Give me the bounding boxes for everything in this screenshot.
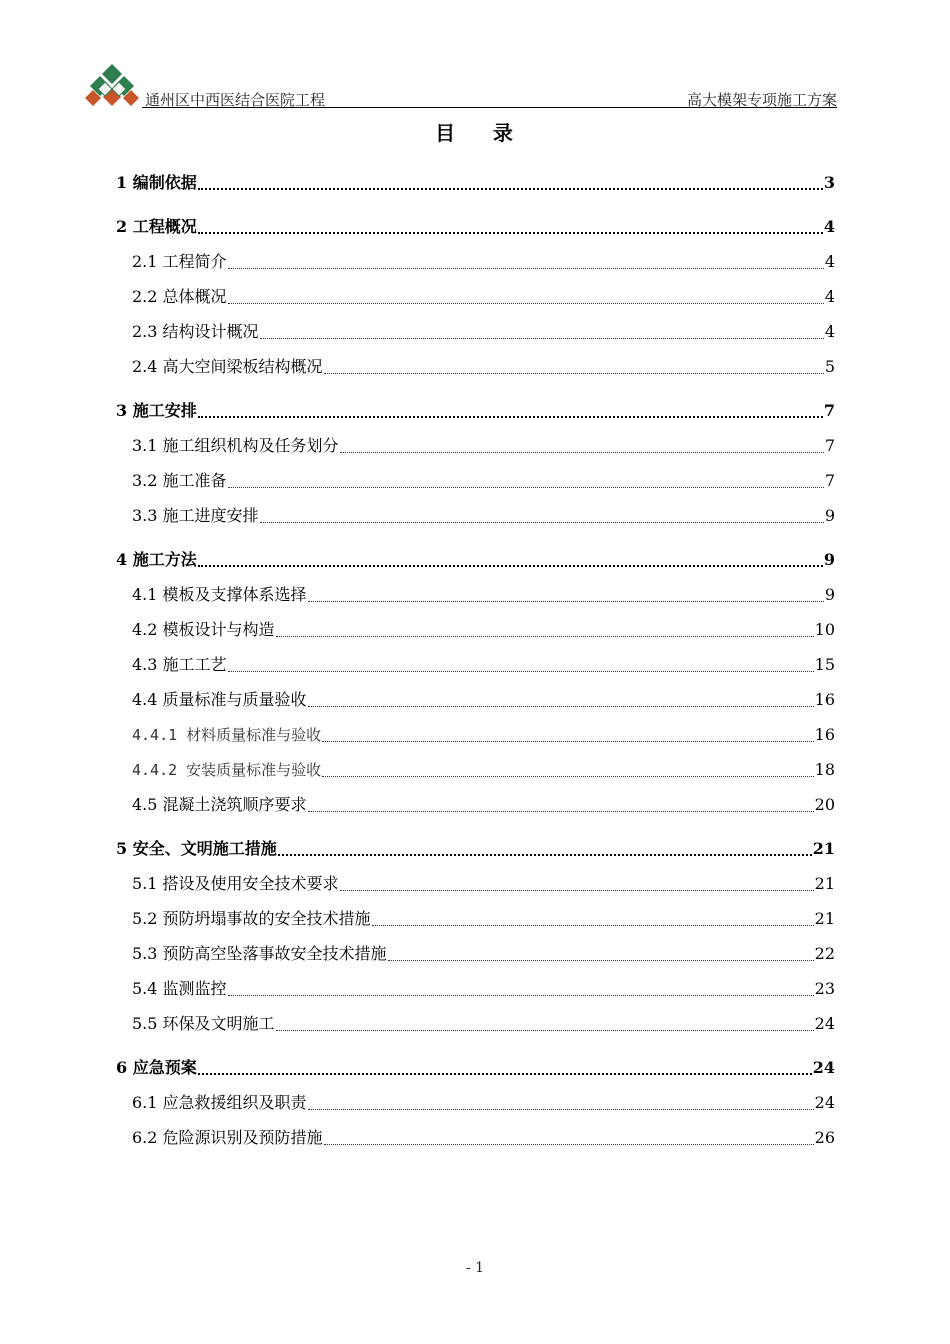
toc-entry[interactable] xyxy=(116,314,835,349)
toc-entry-page: 24 xyxy=(814,1093,835,1112)
toc-leader-dots xyxy=(198,564,823,567)
toc-entry-title: 4.4.2 安装质量标准与验收 xyxy=(132,761,322,779)
toc-entry-title: 4.4.1 材料质量标准与验收 xyxy=(132,726,322,744)
toc-entry-title: 4 施工方法 xyxy=(116,550,197,569)
toc-leader-dots xyxy=(260,337,824,339)
toc-entry-title: 2.1 工程简介 xyxy=(132,252,227,271)
toc-leader-dots xyxy=(228,994,814,996)
toc-leader-dots xyxy=(260,521,824,523)
toc-entry-title: 2 工程概况 xyxy=(116,217,197,236)
page-number: - 1 xyxy=(465,1260,485,1276)
toc-entry[interactable] xyxy=(116,542,835,577)
toc-leader-dots xyxy=(228,486,824,488)
toc-entry-title: 5.5 环保及文明施工 xyxy=(132,1014,275,1033)
page-title: 目 录 xyxy=(435,121,515,145)
toc-entry[interactable] xyxy=(116,428,835,463)
toc-entry-page: 9 xyxy=(824,585,835,604)
toc-entry[interactable] xyxy=(116,717,835,752)
toc-leader-dots xyxy=(278,853,812,856)
toc-entry[interactable] xyxy=(116,971,835,1006)
toc-entry[interactable] xyxy=(116,244,835,279)
toc-entry[interactable] xyxy=(116,393,835,428)
toc-entry-page: 4 xyxy=(824,322,835,341)
toc-entry[interactable] xyxy=(116,498,835,533)
toc-leader-dots xyxy=(276,1029,814,1031)
toc-entry-page: 9 xyxy=(824,506,835,525)
toc-entry-title: 2.3 结构设计概况 xyxy=(132,322,259,341)
toc-leader-dots xyxy=(228,670,814,672)
toc-leader-dots xyxy=(198,187,823,190)
toc-leader-dots xyxy=(324,1143,814,1145)
toc-entry[interactable] xyxy=(116,349,835,384)
toc-entry[interactable] xyxy=(116,866,835,901)
toc-leader-dots xyxy=(322,740,813,742)
toc-entry[interactable] xyxy=(116,936,835,971)
toc-entry-page: 16 xyxy=(814,725,835,744)
toc-entry-title: 3.3 施工进度安排 xyxy=(132,506,259,525)
toc-entry-page: 4 xyxy=(824,252,835,271)
toc-entry-page: 24 xyxy=(814,1014,835,1033)
toc-entry-page: 22 xyxy=(814,944,835,963)
toc-entry-title: 5 安全、文明施工措施 xyxy=(116,839,277,858)
toc-leader-dots xyxy=(388,959,814,961)
toc-entry[interactable] xyxy=(116,901,835,936)
toc-entry-title: 3 施工安排 xyxy=(116,401,197,420)
toc-leader-dots xyxy=(198,231,823,234)
toc-entry-page: 16 xyxy=(814,690,835,709)
toc-entry-title: 4.2 模板设计与构造 xyxy=(132,620,275,639)
page-header xyxy=(85,62,837,110)
toc-entry-title: 6 应急预案 xyxy=(116,1058,197,1077)
toc-leader-dots xyxy=(324,372,824,374)
toc-leader-dots xyxy=(340,451,824,453)
toc-entry[interactable] xyxy=(116,647,835,682)
toc-entry[interactable] xyxy=(116,1050,835,1085)
toc-entry-title: 6.2 危险源识别及预防措施 xyxy=(132,1128,323,1147)
toc-entry[interactable] xyxy=(116,1085,835,1120)
toc-entry-title: 1 编制依据 xyxy=(116,173,197,192)
toc-leader-dots xyxy=(308,705,814,707)
toc-entry-page: 5 xyxy=(824,357,835,376)
toc-entry-page: 7 xyxy=(823,401,835,420)
toc-entry[interactable] xyxy=(116,831,835,866)
toc-entry-title: 6.1 应急救援组织及职责 xyxy=(132,1093,307,1112)
toc-entry-page: 15 xyxy=(814,655,835,674)
toc-leader-dots xyxy=(322,775,813,777)
toc-entry[interactable] xyxy=(116,463,835,498)
toc-entry-title: 5.4 监测监控 xyxy=(132,979,227,998)
toc-entry-title: 3.2 施工准备 xyxy=(132,471,227,490)
toc-entry-page: 20 xyxy=(814,795,835,814)
toc-entry-title: 5.1 搭设及使用安全技术要求 xyxy=(132,874,339,893)
toc-entry-page: 7 xyxy=(824,471,835,490)
toc-entry-title: 2.2 总体概况 xyxy=(132,287,227,306)
table-of-contents xyxy=(116,165,835,1155)
toc-entry-page: 9 xyxy=(823,550,835,569)
toc-entry-page: 18 xyxy=(814,760,835,779)
toc-entry[interactable] xyxy=(116,752,835,787)
header-rule xyxy=(142,107,837,108)
toc-leader-dots xyxy=(372,924,814,926)
toc-entry[interactable] xyxy=(116,577,835,612)
toc-leader-dots xyxy=(276,635,814,637)
toc-entry-title: 3.1 施工组织机构及任务划分 xyxy=(132,436,339,455)
toc-leader-dots xyxy=(228,302,824,304)
toc-entry-title: 5.2 预防坍塌事故的安全技术措施 xyxy=(132,909,371,928)
toc-leader-dots xyxy=(308,600,824,602)
toc-entry[interactable] xyxy=(116,1006,835,1041)
toc-leader-dots xyxy=(308,1108,814,1110)
toc-entry-page: 3 xyxy=(823,173,835,192)
toc-entry-title: 4.5 混凝土浇筑顺序要求 xyxy=(132,795,307,814)
toc-entry-page: 21 xyxy=(814,874,835,893)
toc-entry-page: 26 xyxy=(814,1128,835,1147)
toc-leader-dots xyxy=(228,267,824,269)
toc-entry-title: 5.3 预防高空坠落事故安全技术措施 xyxy=(132,944,387,963)
company-logo-icon xyxy=(85,62,139,110)
toc-leader-dots xyxy=(198,415,823,418)
toc-leader-dots xyxy=(308,810,814,812)
toc-entry-page: 4 xyxy=(824,287,835,306)
toc-entry-title: 4.1 模板及支撑体系选择 xyxy=(132,585,307,604)
toc-entry-title: 2.4 高大空间梁板结构概况 xyxy=(132,357,323,376)
toc-entry-page: 23 xyxy=(814,979,835,998)
header-document-name: 高大模架专项施工方案 xyxy=(686,91,837,109)
toc-entry-page: 21 xyxy=(812,839,835,858)
toc-entry-title: 4.3 施工工艺 xyxy=(132,655,227,674)
toc-entry-page: 24 xyxy=(812,1058,835,1077)
toc-leader-dots xyxy=(340,889,814,891)
toc-entry[interactable] xyxy=(116,787,835,822)
toc-entry-page: 4 xyxy=(823,217,835,236)
toc-entry[interactable] xyxy=(116,612,835,647)
toc-entry-page: 7 xyxy=(824,436,835,455)
toc-entry[interactable] xyxy=(116,682,835,717)
toc-entry[interactable] xyxy=(116,165,835,200)
toc-entry[interactable] xyxy=(116,1120,835,1155)
toc-entry[interactable] xyxy=(116,209,835,244)
toc-entry-page: 21 xyxy=(814,909,835,928)
toc-leader-dots xyxy=(198,1072,812,1075)
toc-entry[interactable] xyxy=(116,279,835,314)
toc-entry-page: 10 xyxy=(814,620,835,639)
header-project-name: 通州区中西医结合医院工程 xyxy=(145,91,326,109)
toc-entry-title: 4.4 质量标准与质量验收 xyxy=(132,690,307,709)
